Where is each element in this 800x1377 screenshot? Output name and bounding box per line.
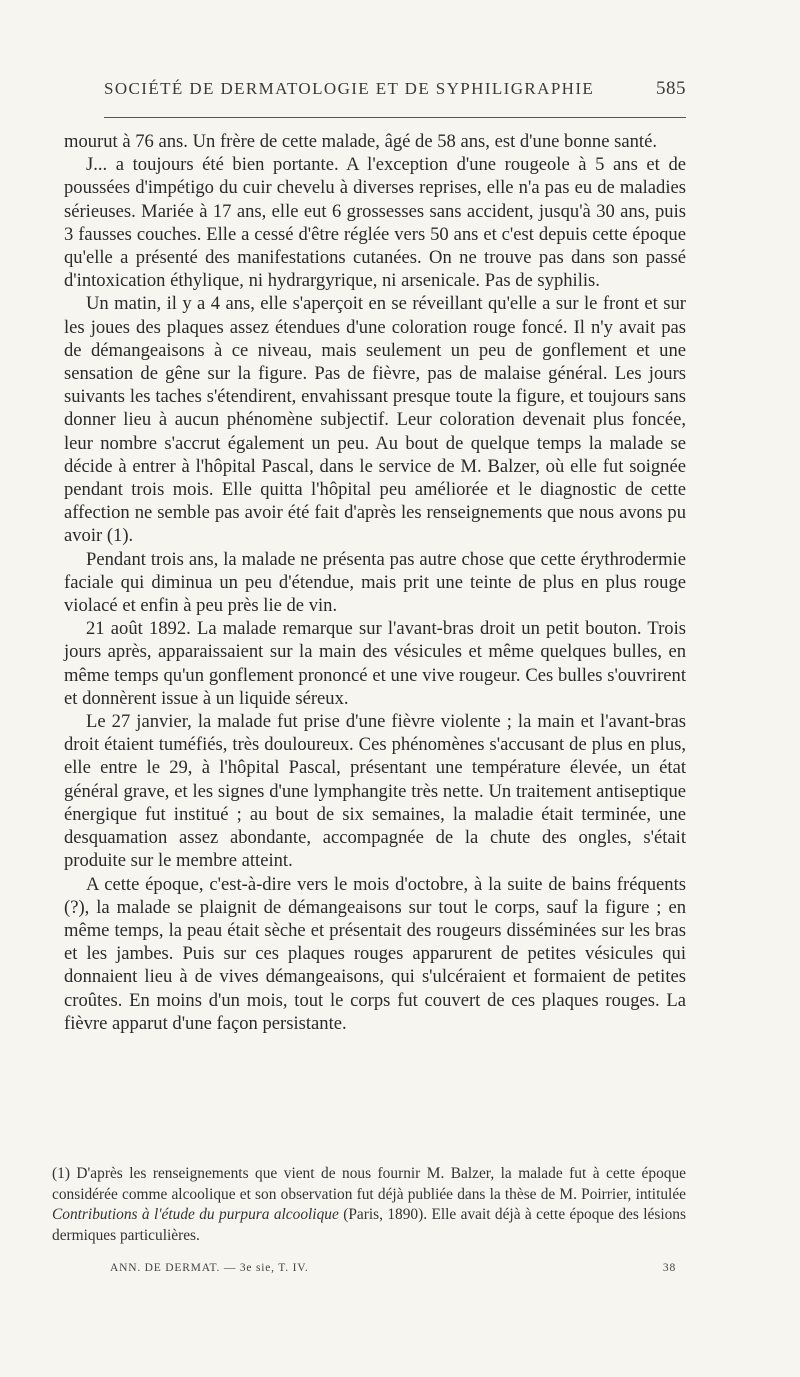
footnote [52,1164,686,1246]
paragraph: J... a toujours été bien portante. A l'exception d'une rougeole à 5 ans et de poussées d'impétigo du cuir chevelu à diverses reprises, elle n'a pas eu de maladies sérieuses. Mariée à 17 ans, elle eut 6 grossesses sans accident, jusqu'à 30 ans, puis 3 fausses couches. Elle a cessé d'être réglée vers 50 ans et c'est depuis cette époque qu'elle a présenté des manifestations cutanées. On ne trouve pas dans son passé d'intoxication éthylique, ni hydrargyrique, ni arsenicale. Pas de syphilis. [64,154,686,292]
sheet-number: 38 [662,1262,676,1274]
paragraph: Le 27 janvier, la malade fut prise d'une fièvre violente ; la main et l'avant-bras droit étaient tuméfiés, très douloureux. Ces phénomènes s'accusant de plus en plus, elle entre le 29, à l'hôpital Pascal, présentant une température élevée, un état général grave, et les signes d'une lymphangite très nette. Un traitement antiseptique énergique fut institué ; au bout de six semaines, la maladie était terminée, une desquamation assez abondante, accompagnée de la chute des ongles, s'était produite sur le membre atteint. [64,711,686,872]
paragraph: A cette époque, c'est-à-dire vers le mois d'octobre, à la suite de bains fréquents (?), la malade se plaignit de démangeaisons sur tout le corps, sauf la figure ; en même temps, la peau était sèche et présentait des rougeurs disséminées sur les bras et les jambes. Puis sur ces plaques rouges apparurent de petites vésicules qui donnaient lieu à de vives démangeaisons, qui s'ulcéraient et formaient de petites croûtes. En moins d'un mois, tout le corps fut couvert de ces plaques rouges. La fièvre apparut d'une façon persistante. [64,873,686,1034]
footnotes [52,1164,686,1246]
header-rule [104,117,686,118]
footnote-cited-title: Contributions à l'étude du purpura alcoolique [52,1206,339,1224]
running-title: SOCIÉTÉ DE DERMATOLOGIE ET DE SYPHILIGRAPHIE [104,79,595,98]
paragraph: Pendant trois ans, la malade ne présenta pas autre chose que cette érythrodermie faciale qui diminua un peu d'étendue, mais prit une teinte de plus en plus rouge violacé et enfin à peu près lie de vin. [64,548,686,617]
paragraph: Un matin, il y a 4 ans, elle s'aperçoit en se réveillant qu'elle a sur le front et sur les joues des plaques assez étendues d'une coloration rouge foncé. Il n'y avait pas de démangeaisons à ce niveau, mais seulement un peu de gonflement et une sensation de gêne sur la figure. Pas de fièvre, pas de malaise général. Les jours suivants les taches s'étendirent, envahissant presque toute la figure, et toujours sans donner lieu à aucun phénomène subjectif. Leur coloration devenait plus foncée, leur nombre s'accrut également un peu. Au bout de quelque temps la malade se décide à entrer à l'hôpital Pascal, dans le service de M. Balzer, où elle fut soignée pendant trois mois. Elle quitta l'hôpital peu améliorée et le diagnostic de cette affection ne semble pas avoir été fait d'après les renseignements que nous avons pu avoir (1). [64,293,686,547]
footnote-text-end: (Paris, 1890). Elle avait déjà à cette époque des lésions dermiques particulières. [52,1206,686,1244]
running-head [104,78,686,100]
body-text [64,130,686,1035]
footnote-text-start: (1) D'après les renseignements que vient de nous fournir M. Balzer, la malade fut à cette époque considérée comme alcoolique et son observation fut déjà publiée dans la thèse de M. Poirrier, intitulée [52,1165,686,1203]
paragraph: 21 août 1892. La malade remarque sur l'avant-bras droit un petit bouton. Trois jours après, apparaissaient sur la main des vésicules et même quelques bulles, en même temps qu'un gonflement prononcé et une vive rougeur. Ces bulles s'ouvrirent et donnèrent issue à un liquide séreux. [64,618,686,709]
journal-signature: ANN. DE DERMAT. — 3e sie, T. IV. [110,1262,309,1274]
page-number: 585 [656,78,686,99]
signature-line [110,1262,676,1274]
paragraph: mourut à 76 ans. Un frère de cette malade, âgé de 58 ans, est d'une bonne santé. [64,131,657,152]
